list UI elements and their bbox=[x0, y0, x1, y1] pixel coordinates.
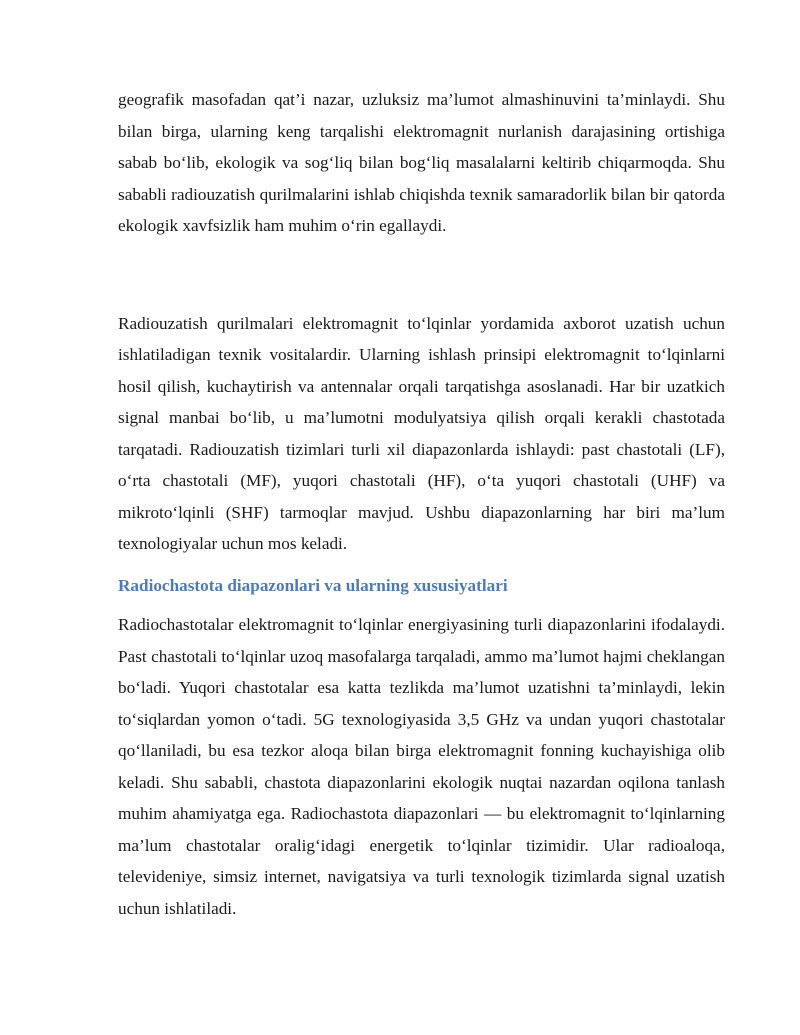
paragraph-radio-transmitters: Radiouzatish qurilmalari elektromagnit to‘lqinlar yordamida axborot uzatish uchun ishlatiladigan texnik vositalardir. Ularning ishlash prinsipi elektromagnit to‘lqinlarni hosil qilish, kuchaytirish va antennalar orqali tarqatishga asoslanadi. Har bir uzatkich signal manbai bo‘lib, u ma’lumotni modulyatsiya qilish orqali kerakli chastotada tarqatadi. Radiouzatish tizimlari turli xil diapazonlarda ishlaydi: past chastotali (LF), o‘rta chastotali (MF), yuqori chastotali (HF), o‘ta yuqori chastotali (UHF) va mikroto‘lqinli (SHF) tarmoqlar mavjud. Ushbu diapazonlarning har biri ma’lum texnologiyalar uchun mos keladi. bbox=[118, 313, 725, 553]
paragraph-intro-continuation: geografik masofadan qat’i nazar, uzluksiz ma’lumot almashinuvini ta’minlaydi. Shu bilan birga, ularning keng tarqalishi elektromagnit nurlanish darajasining ortishiga sabab bo‘lib, ekologik va sog‘liq bilan bog‘liq masalalarni keltirib chiqarmoqda. Shu sababli radiouzatish qurilmalarini ishlab chiqishda texnik samaradorlik bilan bir qatorda ekologik xavfsizlik ham muhim o‘rin egallaydi. bbox=[118, 90, 725, 235]
paragraph-radio-frequencies: Radiochastotalar elektromagnit to‘lqinlar energiyasining turli diapazonlarini ifodalaydi. Past chastotali to‘lqinlar uzoq masofalarga tarqaladi, ammo ma’lumot hajmi cheklangan bo‘ladi. Yuqori chastotalar esa katta tezlikda ma’lumot uzatishni ta’minlaydi, lekin to‘siqlardan yomon o‘tadi. 5G texnologiyasida 3,5 GHz va undan yuqori chastotalar qo‘llaniladi, bu esa tezkor aloqa bilan birga elektromagnit fonning kuchayishiga olib keladi. Shu sababli, chastota diapazonlarini ekologik nuqtai nazardan oqilona tanlash muhim ahamiyatga ega. Radiochastota diapazonlari — bu elektromagnit to‘lqinlarning ma’lum chastotalar oralig‘idagi energetik to‘lqinlar tizimidir. Ular radioaloqa, televideniye, simsiz internet, navigatsiya va turli texnologik tizimlarda signal uzatish uchun ishlatiladi. bbox=[118, 615, 725, 918]
section-heading-radio-frequency-bands: Radiochastota diapazonlari va ularning xususiyatlari bbox=[118, 575, 508, 595]
document-body bbox=[118, 84, 725, 924]
